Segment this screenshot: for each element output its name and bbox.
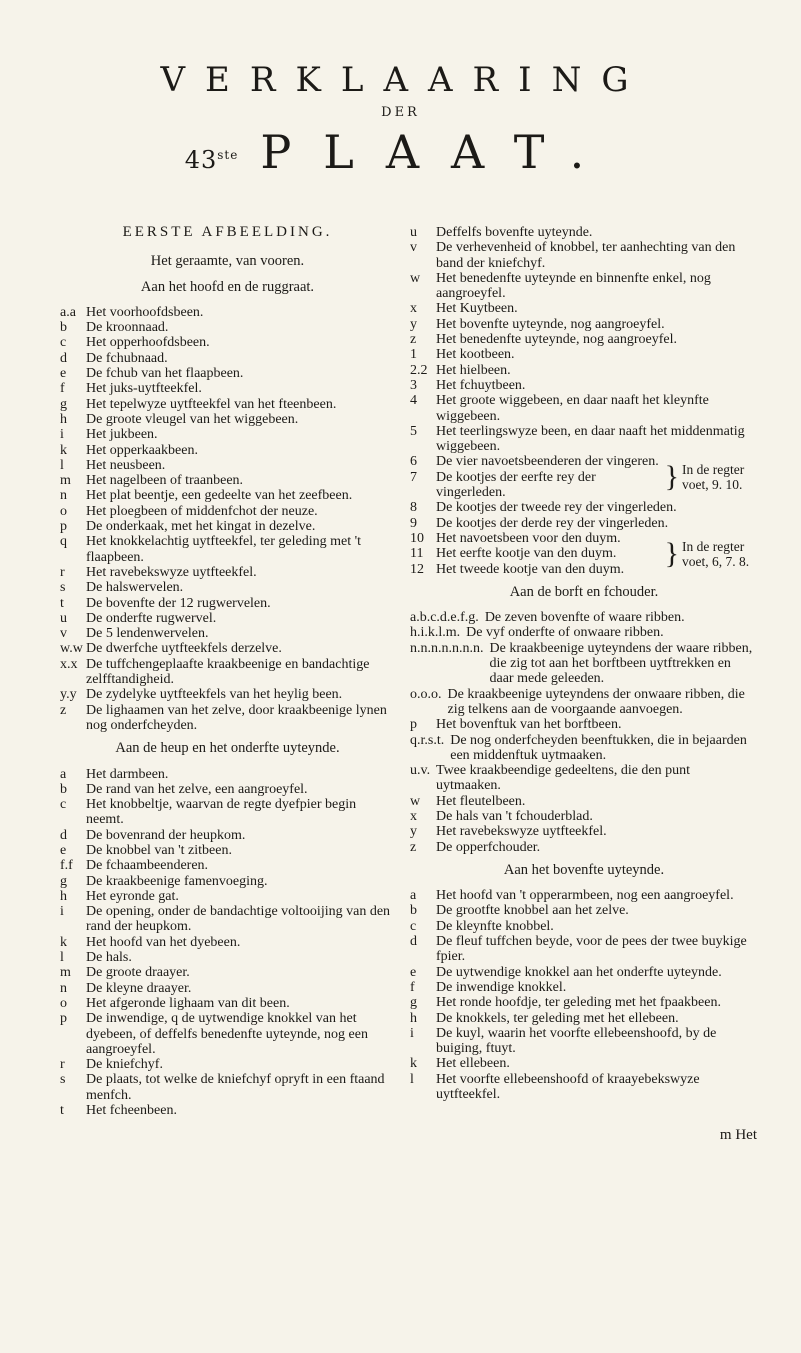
legend-key: d [60, 827, 67, 843]
bracket-note: In de regter voet, 9. 10. [682, 462, 745, 493]
legend-item [60, 381, 395, 396]
legend-text: De opening, onder de bandachtige voltooijing van den rand der heupkom. [86, 904, 391, 935]
legend-text: Het fcheenbeen. [86, 1103, 177, 1119]
legend-item [60, 687, 395, 702]
legend-item [60, 1011, 395, 1057]
legend-key: q.r.s.t. [410, 732, 445, 748]
legend-key: t [60, 595, 64, 611]
plate-heading [0, 125, 801, 187]
legend-text: Het voorhoofdsbeen. [86, 304, 204, 320]
legend-item [60, 305, 395, 320]
legend-text: De bovenrand der heupkom. [86, 827, 246, 843]
legend-item [410, 717, 758, 732]
title-der: DER [381, 105, 420, 120]
legend-key: r [60, 564, 65, 580]
legend-text: Het eyronde gat. [86, 888, 179, 904]
legend-key: h.i.k.l.m. [410, 625, 461, 641]
legend-item [410, 393, 758, 424]
legend-key: d [410, 934, 417, 950]
legend-key: s [60, 1072, 66, 1088]
legend-list [410, 225, 758, 454]
legend-item [410, 980, 758, 995]
legend-item [410, 546, 662, 561]
bracket-note: In de regter voet, 6, 7. 8. [682, 538, 750, 569]
legend-key: y.y [60, 687, 77, 703]
legend-item [410, 641, 758, 687]
legend-key: 3 [410, 377, 417, 393]
legend-key: b [60, 320, 67, 336]
legend-item [60, 397, 395, 412]
legend-text: Het neusbeen. [86, 457, 166, 473]
legend-text: Het kootbeen. [436, 347, 515, 363]
legend-text: De onderfte rugwervel. [86, 610, 217, 626]
legend-item [60, 504, 395, 519]
legend-text: De hals. [86, 950, 132, 966]
legend-list [60, 767, 395, 1119]
legend-item [410, 995, 758, 1010]
legend-key: p [60, 1011, 67, 1027]
legend-item [60, 320, 395, 335]
legend-item [60, 488, 395, 503]
legend-key: e [60, 366, 67, 382]
legend-key: x [410, 808, 417, 824]
legend-item [60, 534, 395, 565]
legend-text: De groote vleugel van het wiggebeen. [86, 411, 299, 427]
legend-key: c [410, 918, 417, 934]
legend-text: De groote draayer. [86, 965, 190, 981]
legend-key: 10 [410, 530, 424, 546]
legend-item [60, 1072, 395, 1103]
legend-text: Het jukbeen. [86, 427, 158, 443]
legend-text: Het groote wiggebeen, en daar naaft het kleynfte wiggebeen. [436, 393, 709, 424]
legend-item [60, 427, 395, 442]
legend-text: Het benedenfte uyteynde, nog aangroeyfel. [436, 332, 678, 348]
legend-key: h [410, 1010, 417, 1026]
legend-text: De fleuf tuffchen beyde, voor de pees der twee buykige fpier. [436, 934, 747, 965]
legend-key: u [410, 225, 417, 240]
legend-text: Het opperhoofdsbeen. [86, 335, 210, 351]
right-column [410, 225, 758, 1102]
legend-key: b [410, 903, 417, 919]
legend-key: r [60, 1057, 65, 1073]
legend-text: Het knobbeltje, waarvan de regte dyefpier begin neemt. [86, 797, 357, 828]
legend-item [60, 889, 395, 904]
legend-item [60, 335, 395, 350]
legend-item [60, 458, 395, 473]
legend-item [410, 809, 758, 824]
legend-text: Het ravebekswyze uytfteekfel. [86, 564, 257, 580]
legend-text: De kraakbeenige uyteyndens der onwaare ribben, die zig telkens aan de voorgaande aanvoegen. [447, 686, 745, 717]
legend-item [60, 580, 395, 595]
legend-text: Het eerfte kootje van den duym. [436, 546, 617, 562]
legend-key: y [410, 316, 417, 332]
plate-number-value: 43 [184, 146, 218, 174]
legend-key: q [60, 534, 67, 550]
legend-text: Het Kuytbeen. [436, 301, 518, 317]
legend-item [410, 347, 758, 362]
legend-text: De kraakbeenige famenvoeging. [86, 873, 268, 889]
legend-text: De tuffchengeplaafte kraakbeenige en bandachtige zelfftandigheid. [86, 656, 370, 688]
legend-text: Het ronde hoofdje, ter geleding met het fpaakbeen. [436, 995, 721, 1011]
legend-text: Het darmbeen. [86, 766, 169, 782]
legend-key: l [60, 457, 64, 473]
legend-key: o.o.o. [410, 686, 442, 702]
legend-text: De lighaamen van het zelve, door kraakbeenige lynen nog onderfcheyden. [86, 702, 387, 733]
legend-item [410, 454, 662, 469]
legend-text: Het ravebekswyze uytfteekfel. [436, 824, 607, 840]
legend-key: w [410, 270, 421, 286]
legend-item [410, 625, 758, 640]
legend-key: h [60, 888, 67, 904]
legend-key: g [410, 995, 417, 1011]
legend-item [410, 1026, 758, 1057]
legend-key: i [60, 427, 64, 443]
legend-item [410, 378, 758, 393]
legend-key: s [60, 580, 66, 596]
legend-key: n.n.n.n.n.n.n. [410, 640, 484, 656]
legend-item [60, 996, 395, 1011]
legend-text: Het afgeronde lighaam van dit been. [86, 995, 290, 1011]
legend-item [60, 596, 395, 611]
legend-text: De zeven bovenfte of waare ribben. [484, 610, 685, 626]
legend-text: Het hoofd van 't opperarmbeen, nog een aangroeyfel. [436, 888, 734, 904]
plate-word: PLAAT. [260, 125, 617, 179]
legend-key: m [60, 473, 71, 489]
legend-item [410, 470, 662, 501]
legend-item [410, 934, 758, 965]
legend-key: 9 [410, 515, 417, 531]
legend-key: b [60, 781, 67, 797]
legend-key: i [60, 904, 64, 920]
legend-text: De kootjes der tweede rey der vingerleden. [436, 500, 677, 516]
legend-item [410, 363, 758, 378]
legend-item [410, 531, 662, 546]
legend-text: De halswervelen. [86, 580, 184, 596]
legend-key: e [60, 842, 67, 858]
legend-text: De zydelyke uytfteekfels van het heylig been. [86, 687, 343, 703]
legend-text: Het plat beentje, een gedeelte van het zeefbeen. [86, 488, 353, 504]
legend-key: 8 [410, 500, 417, 516]
legend-text: Twee kraakbeendige gedeeltens, die den punt uytmaaken. [436, 763, 691, 794]
legend-item [60, 519, 395, 534]
legend-text: De kleynfte knobbel. [436, 918, 554, 934]
legend-text: Het ploegbeen of middenfchot der neuze. [86, 503, 318, 519]
legend-text: Het knokkelachtig uytfteekfel, ter geleding met 't flaapbeen. [86, 534, 362, 565]
legend-text: De kuyl, waarin het voorfte ellebeenshoofd, by de buiging, ftuyt. [436, 1025, 717, 1057]
legend-item [410, 840, 758, 855]
legend-item [60, 797, 395, 828]
legend-item [410, 687, 758, 718]
legend-key: l [410, 1071, 414, 1087]
legend-key: f [60, 381, 65, 397]
legend-key: m [60, 965, 71, 981]
legend-key: a.b.c.d.e.f.g. [410, 610, 479, 626]
legend-key: n [60, 488, 67, 504]
legend-list [410, 610, 758, 855]
bracket-lines [410, 531, 662, 577]
legend-key: a [60, 766, 67, 782]
legend-text: Het voorfte ellebeenshoofd of kraayebekswyze uytfteekfel. [436, 1071, 700, 1103]
legend-key: p [410, 717, 417, 733]
legend-item [410, 332, 758, 347]
section-subtitle: Het geraamte, van vooren. [150, 253, 305, 270]
legend-item [60, 1103, 395, 1118]
legend-text: De kraakbeenige uyteyndens der waare ribben, die zig tot aan het borftbeen uytftrekken en daar mede geleeden. [489, 640, 753, 687]
legend-item [60, 981, 395, 996]
legend-item [410, 562, 662, 577]
legend-text: De vier navoetsbeenderen der vingeren. [436, 454, 659, 470]
legend-text: De onderkaak, met het kingat in dezelve. [86, 519, 316, 535]
legend-item [410, 317, 758, 332]
legend-text: Het hoofd van het dyebeen. [86, 934, 241, 950]
legend-text: Het ellebeen. [436, 1056, 510, 1072]
legend-list [410, 500, 758, 531]
legend-item [410, 610, 758, 625]
subsection-heading: Aan het hoofd en de ruggraat. [140, 278, 315, 295]
legend-key: l [60, 950, 64, 966]
legend-key: 6 [410, 454, 417, 470]
legend-item [60, 950, 395, 965]
legend-key: w [410, 793, 421, 809]
legend-text: De kootjes der eerfte rey der vingerleden. [436, 469, 596, 501]
legend-text: De knobbel van 't zitbeen. [86, 842, 232, 858]
legend-key: y [410, 824, 417, 840]
legend-text: De opperfchouder. [436, 839, 541, 855]
legend-text: Het teerlingswyze been, en daar naaft het middenmatig wiggebeen. [436, 423, 745, 455]
legend-item [60, 782, 395, 797]
legend-key: a [410, 888, 417, 904]
legend-text: Het fleutelbeen. [436, 793, 526, 809]
legend-item [410, 240, 758, 271]
legend-key: v [60, 626, 67, 642]
legend-item [60, 904, 395, 935]
legend-text: Het hielbeen. [436, 362, 511, 378]
legend-text: De vyf onderfte of onwaare ribben. [466, 625, 664, 641]
legend-list [60, 305, 395, 733]
legend-item [60, 1057, 395, 1072]
subsection-heading: Aan de borft en fchouder. [509, 583, 659, 600]
legend-text: De nog onderfcheyden beenftukken, die in bejaarden een middenftuk uytmaaken. [450, 732, 747, 763]
legend-text: De kootjes der derde rey der vingerleden. [436, 515, 669, 531]
legend-text: De kleyne draayer. [86, 980, 192, 996]
legend-text: Het nagelbeen of traanbeen. [86, 473, 244, 489]
legend-text: Deffelfs bovenfte uyteynde. [436, 225, 593, 240]
legend-text: Het tweede kootje van den duym. [436, 561, 625, 577]
legend-text: Het bovenftuk van het borftbeen. [436, 717, 622, 733]
legend-key: 11 [410, 546, 424, 562]
legend-text: De inwendige, q de uytwendige knokkel van het dyebeen, of deffelfs benedenfte uyteynde, nog een aangroeyfel. [86, 1011, 368, 1057]
legend-item [410, 824, 758, 839]
brace-icon: } [664, 460, 679, 494]
legend-key: k [410, 1056, 417, 1072]
catchword: m Het [719, 1127, 757, 1143]
legend-list [410, 888, 758, 1102]
plate-number [185, 146, 239, 174]
legend-item [410, 965, 758, 980]
legend-text: De kroonnaad. [86, 320, 169, 336]
brace-icon: } [664, 536, 679, 570]
legend-key: a.a [60, 304, 76, 320]
legend-item [60, 767, 395, 782]
legend-key: z [60, 702, 67, 718]
legend-key: d [60, 350, 67, 366]
page-title: VERKLAARING [160, 60, 649, 100]
legend-text: De grootfte knobbel aan het zelve. [436, 903, 629, 919]
legend-item [60, 874, 395, 889]
legend-item [60, 351, 395, 366]
legend-item [410, 1011, 758, 1026]
legend-item [60, 443, 395, 458]
legend-text: De uytwendige knokkel aan het onderfte uyteynde. [436, 964, 722, 980]
legend-item [410, 271, 758, 302]
legend-item [410, 903, 758, 918]
legend-key: 1 [410, 347, 417, 363]
legend-item [410, 225, 758, 240]
subsection-heading: Aan het bovenfte uyteynde. [503, 861, 665, 878]
plate-number-sup: ste [217, 148, 239, 162]
subsection-heading: Aan de heup en het onderfte uyteynde. [115, 740, 340, 757]
legend-key: o [60, 503, 67, 519]
legend-key: x [410, 301, 417, 317]
legend-key: 4 [410, 393, 417, 409]
legend-text: Het juks-uytfteekfel. [86, 381, 202, 397]
legend-item [410, 733, 758, 764]
legend-item [410, 1072, 758, 1103]
bracket-group [410, 454, 758, 500]
legend-key: u [60, 610, 67, 626]
legend-item [60, 412, 395, 427]
legend-item [410, 1056, 758, 1071]
legend-key: v [410, 240, 417, 256]
legend-item [410, 888, 758, 903]
legend-key: f [410, 979, 415, 995]
legend-item [60, 641, 395, 656]
legend-key: k [60, 934, 67, 950]
legend-item [410, 424, 758, 455]
legend-key: i [410, 1025, 414, 1041]
legend-text: Het navoetsbeen voor den duym. [436, 530, 621, 546]
legend-key: p [60, 519, 67, 535]
legend-item [60, 657, 395, 688]
legend-text: De plaats, tot welke de kniefchyf opryft in een ftaand menfch. [86, 1072, 385, 1103]
legend-key: h [60, 411, 67, 427]
legend-item [60, 611, 395, 626]
legend-text: Het benedenfte uyteynde en binnenfte enkel, nog aangroeyfel. [436, 270, 711, 302]
legend-text: Het tepelwyze uytfteekfel van het fteenbeen. [86, 396, 337, 412]
bracket-group [410, 531, 758, 577]
legend-key: e [410, 964, 417, 980]
legend-item [60, 858, 395, 873]
legend-text: De hals van 't fchouderblad. [436, 808, 593, 824]
legend-item [410, 763, 758, 794]
left-column [60, 225, 395, 1118]
legend-text: De rand van het zelve, een aangroeyfel. [86, 781, 308, 797]
legend-key: u.v. [410, 763, 431, 779]
legend-key: t [60, 1103, 64, 1119]
legend-key: g [60, 396, 67, 412]
legend-item [60, 965, 395, 980]
legend-key: c [60, 335, 67, 351]
legend-text: De knokkels, ter geleding met het ellebeen. [436, 1010, 679, 1026]
legend-item [60, 935, 395, 950]
legend-key: c [60, 797, 67, 813]
legend-key: f.f [60, 858, 73, 874]
section-title: EERSTE AFBEELDING. [122, 224, 333, 240]
legend-item [60, 626, 395, 641]
legend-item [410, 516, 758, 531]
legend-item [60, 565, 395, 580]
legend-item [60, 473, 395, 488]
legend-item [410, 794, 758, 809]
legend-key: 7 [410, 469, 417, 485]
legend-item [60, 703, 395, 734]
legend-text: De fchaambeenderen. [86, 858, 209, 874]
legend-item [410, 301, 758, 316]
legend-text: De verhevenheid of knobbel, ter aanhechting van den band der kniefchyf. [436, 240, 736, 271]
legend-key: w.w [60, 641, 83, 657]
legend-text: De dwerfche uytfteekfels derzelve. [86, 641, 282, 657]
legend-key: g [60, 873, 67, 889]
legend-key: k [60, 442, 67, 458]
legend-item [410, 500, 758, 515]
legend-text: De 5 lendenwervelen. [86, 626, 209, 642]
legend-key: x.x [60, 656, 78, 672]
legend-text: Het bovenfte uyteynde, nog aangroeyfel. [436, 316, 665, 332]
legend-key: z [410, 332, 417, 348]
legend-text: De fchubnaad. [86, 350, 168, 366]
legend-key: 12 [410, 561, 424, 577]
legend-key: o [60, 995, 67, 1011]
legend-key: z [410, 839, 417, 855]
legend-text: De fchub van het flaapbeen. [86, 366, 244, 382]
legend-text: De bovenfte der 12 rugwervelen. [86, 595, 271, 611]
legend-text: De kniefchyf. [86, 1057, 163, 1073]
bracket-lines [410, 454, 662, 500]
legend-item [60, 366, 395, 381]
legend-item [60, 843, 395, 858]
legend-item [60, 828, 395, 843]
legend-key: n [60, 980, 67, 996]
legend-text: De inwendige knokkel. [436, 979, 567, 995]
legend-item [410, 919, 758, 934]
legend-text: Het fchuytbeen. [436, 377, 526, 393]
legend-key: 5 [410, 423, 417, 439]
legend-key: 2.2 [410, 362, 428, 378]
legend-text: Het opperkaakbeen. [86, 442, 198, 458]
